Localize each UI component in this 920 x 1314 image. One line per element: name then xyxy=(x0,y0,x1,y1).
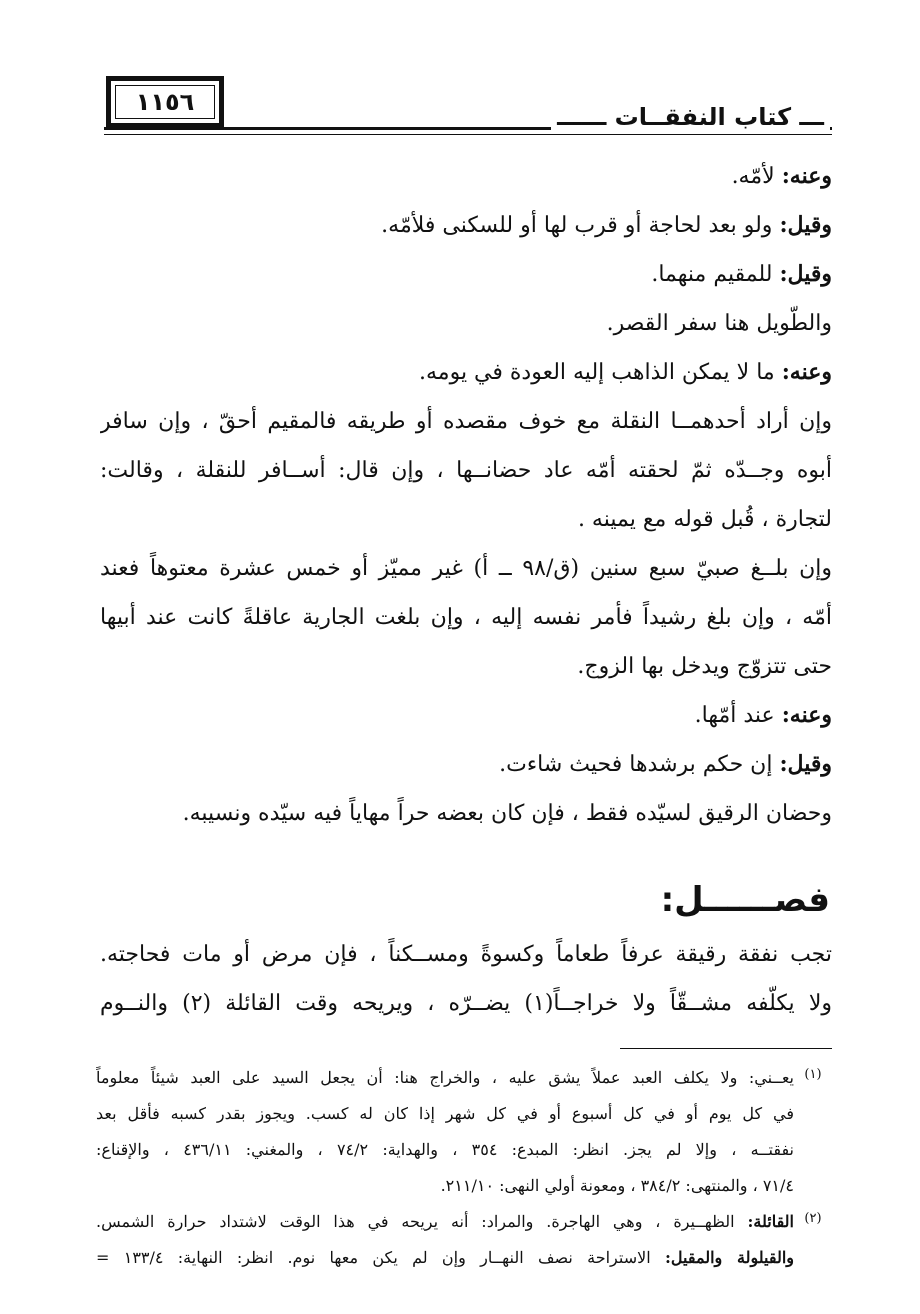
text-line xyxy=(100,642,832,691)
line-text: وحضان الرقيق لسيّده فقط ، فإن كان بعضه حراً مهاياً فيه سيّده ونسيبه. xyxy=(182,801,832,826)
text-line xyxy=(100,152,832,201)
footnote xyxy=(96,1060,832,1204)
footnote-line xyxy=(96,1096,794,1132)
text-line xyxy=(100,250,832,299)
line-label: وعنه: xyxy=(781,163,832,189)
footnote-text: الظهــيرة ، وهي الهاجرة. والمراد: أنه يريحه في هذا الوقت لاشتداد حرارة الشمس. xyxy=(96,1212,748,1231)
footnote-marker: (١) xyxy=(804,1067,822,1082)
main-text xyxy=(100,152,832,838)
text-line xyxy=(100,446,832,495)
footnote-text: الاستراحة نصف النهــار وإن لم يكن معها نوم. انظر: النهاية: ١٣٣/٤ = xyxy=(96,1248,665,1267)
text-line xyxy=(100,299,832,348)
text-line xyxy=(100,348,832,397)
line-text: وإن أراد أحدهمــا النقلة مع خوف مقصده أو طريقه فالمقيم أحقّ ، وإن سافر xyxy=(100,409,832,434)
running-title: ـــ كتاب النفقــات ــــــ xyxy=(551,102,830,132)
footnote-label: والقيلولة والمقيل: xyxy=(665,1248,794,1267)
page-number: ١١٥٦ xyxy=(135,88,195,116)
section-text xyxy=(100,930,832,1028)
section-heading: فصــــــل: xyxy=(660,880,830,920)
line-label: وعنه: xyxy=(781,359,832,385)
line-text: لتجارة ، قُبل قوله مع يمينه . xyxy=(577,507,832,532)
text-line xyxy=(100,740,832,789)
footnote-body xyxy=(96,1204,794,1276)
line-text: إن حكم برشدها فحيث شاءت. xyxy=(499,752,780,777)
footnote-line xyxy=(96,1168,794,1204)
line-text: أبوه وجــدّه ثمّ لحقته أمّه عاد حضانــها ، وإن قال: أســافر للنقلة ، وقالت: xyxy=(100,458,832,483)
text-line xyxy=(100,544,832,593)
text-line xyxy=(100,397,832,446)
line-text: عند أمّها. xyxy=(694,703,782,728)
footnote-separator xyxy=(620,1048,832,1049)
footnotes xyxy=(96,1060,832,1276)
page-number-box xyxy=(106,76,224,128)
footnote-text: نفقتــه ، وإلا لم يجز. انظر: المبدع: ٣٥٤ ، والهداية: ٧٤/٢ ، والمغني: ٤٣٦/١١ ، والإقناع: xyxy=(96,1140,794,1159)
line-text: ولو بعد لحاجة أو قرب لها أو للسكنى فلأمّه. xyxy=(381,213,780,238)
line-text: وإن بلــغ صبيّ سبع سنين (ق/٩٨ ــ أ) غير مميّز أو خمس عشرة معتوهاً فعند xyxy=(100,556,832,581)
text-line xyxy=(100,495,832,544)
footnote xyxy=(96,1204,832,1276)
line-label: وقيل: xyxy=(779,212,832,238)
footnote-text: يعــني: ولا يكلف العبد عملاً يشق عليه ، والخراج هنا: أن يجعل السيد على العبد شيئاً معلوماً xyxy=(96,1068,794,1087)
footnote-line xyxy=(96,1204,794,1240)
text-line xyxy=(100,593,832,642)
text-line xyxy=(100,789,832,838)
line-label: وقيل: xyxy=(779,261,832,287)
text-line: ولا يكلّفه مشــقّاً ولا خراجــاً(١) يضــرّه ، ويريحه وقت القائلة (٢) والنــوم xyxy=(100,991,832,1016)
footnote-line xyxy=(96,1060,794,1096)
text-line xyxy=(100,691,832,740)
text-line xyxy=(100,201,832,250)
line-text: حتى تتزوّج ويدخل بها الزوج. xyxy=(577,654,832,679)
line-text: ما لا يمكن الذاهب إليه العودة في يومه. xyxy=(419,360,782,385)
footnote-body xyxy=(96,1060,794,1204)
line-label: وقيل: xyxy=(779,751,832,777)
text-line: تجب نفقة رقيقة عرفاً طعاماً وكسوةً ومســكناً ، فإن مرض أو مات فحاجته. xyxy=(100,942,832,967)
footnote-label: القائلة: xyxy=(747,1212,794,1231)
line-text: للمقيم منهما. xyxy=(651,262,780,287)
footnote-text: في كل يوم أو في كل أسبوع أو في كل شهر إذا كان له كسب. ويجوز بقدر كسبه فأقل بعد xyxy=(96,1104,794,1123)
line-label: وعنه: xyxy=(781,702,832,728)
line-text: لأمّه. xyxy=(731,164,782,189)
header-rule-thin xyxy=(104,134,832,135)
footnote-line xyxy=(96,1240,794,1276)
line-text: أمّه ، وإن بلغ رشيداً فأمر نفسه إليه ، وإن بلغت الجارية عاقلةً كانت عند أبيها xyxy=(100,605,832,630)
line-text: والطّويل هنا سفر القصر. xyxy=(606,311,832,336)
footnote-text: ٧١/٤ ، والمنتهى: ٣٨٤/٢ ، ومعونة أولي النهى: ٢١١/١٠. xyxy=(440,1176,794,1195)
footnote-line xyxy=(96,1132,794,1168)
footnote-marker: (٢) xyxy=(804,1211,822,1226)
